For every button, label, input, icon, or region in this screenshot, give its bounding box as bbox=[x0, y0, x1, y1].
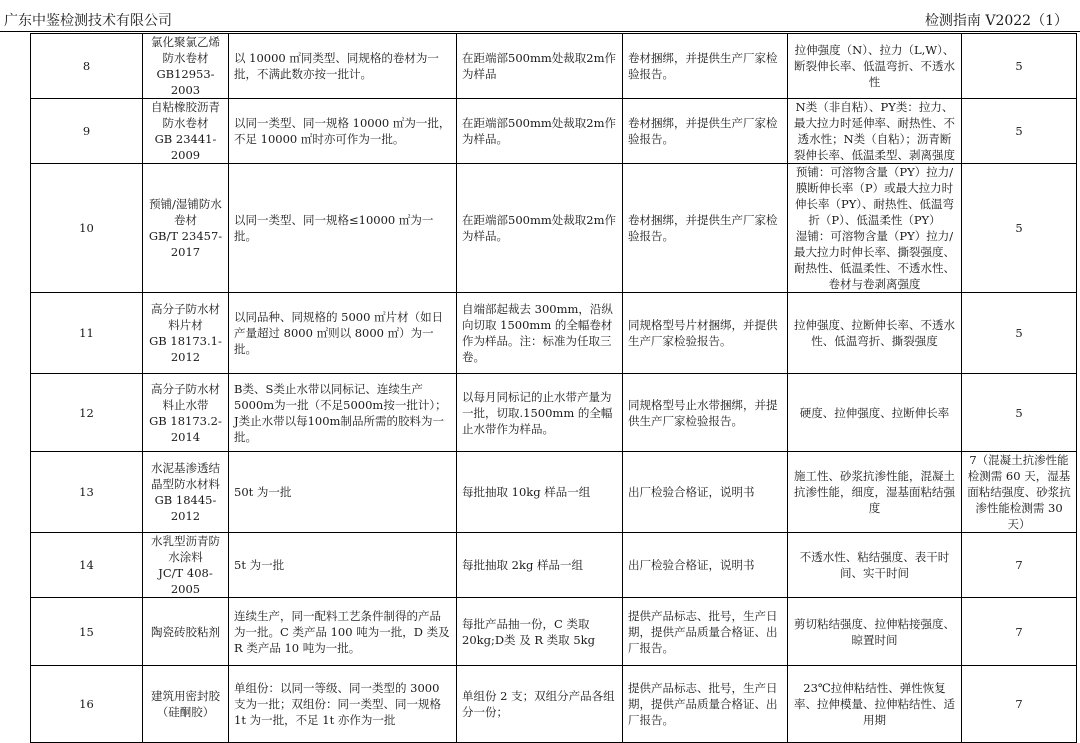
batch-rule-cell: 以同一类型、同一规格≤10000 ㎡为一批。 bbox=[229, 164, 457, 293]
inspection-guide-table bbox=[30, 33, 1077, 743]
test-days-cell: 7 bbox=[962, 666, 1077, 743]
row-number-cell: 9 bbox=[31, 99, 143, 164]
sampling-method-cell: 自端部起裁去 300mm，沿纵向切取 1500mm 的全幅卷材作为样品。注：标准为任取三卷。 bbox=[457, 293, 623, 374]
sampling-method-cell: 单组份 2 支；双组分产品各组分一份； bbox=[457, 666, 623, 743]
table-row bbox=[31, 452, 1077, 533]
product-name-cell: 水泥基渗透结晶型防水材料 GB 18445-2012 bbox=[143, 452, 229, 533]
packing-report-cell: 提供产品标志、批号，生产日期，提供产品质量合格证、出厂报告。 bbox=[623, 666, 788, 743]
test-items-cell: 剪切粘结强度、拉伸粘接强度、晾置时间 bbox=[788, 598, 962, 666]
row-number-cell: 10 bbox=[31, 164, 143, 293]
batch-rule-cell: 5t 为一批 bbox=[229, 533, 457, 598]
test-items-cell: 不透水性、粘结强度、表干时间、实干时间 bbox=[788, 533, 962, 598]
packing-report-cell: 同规格型号止水带捆绑，并提供生产厂家检验报告。 bbox=[623, 374, 788, 452]
table-row bbox=[31, 374, 1077, 452]
test-items-cell: 施工性、砂浆抗渗性能，混凝土抗渗性能，细度，湿基面粘结强度 bbox=[788, 452, 962, 533]
test-days-cell: 5 bbox=[962, 374, 1077, 452]
product-name-cell: 氯化聚氯乙烯防水卷材 GB12953-2003 bbox=[143, 34, 229, 99]
test-days-cell: 7 bbox=[962, 533, 1077, 598]
table-row bbox=[31, 533, 1077, 598]
packing-report-cell: 卷材捆绑，并提供生产厂家检验报告。 bbox=[623, 34, 788, 99]
test-days-cell: 5 bbox=[962, 293, 1077, 374]
batch-rule-cell: 单组份：以同一等级、同一类型的 3000 支为一批；双组份：同一类型、同一规格 1t 为一批，不足 1t 亦作为一批 bbox=[229, 666, 457, 743]
packing-report-cell: 提供产品标志、批号，生产日期，提供产品质量合格证、出厂报告。 bbox=[623, 598, 788, 666]
table-row bbox=[31, 598, 1077, 666]
packing-report-cell: 出厂检验合格证，说明书 bbox=[623, 452, 788, 533]
test-days-cell: 5 bbox=[962, 164, 1077, 293]
sampling-method-cell: 以每月同标记的止水带产量为一批，切取.1500mm 的全幅止水带作为样品。 bbox=[457, 374, 623, 452]
test-items-cell: 预铺：可溶物含量（PY）拉力/膜断伸长率（P）或最大拉力时伸长率（PY）、耐热性、低温弯折（P）、低温柔性（PY） 湿铺：可溶物含量（PY）拉力/最大拉力时伸长率、撕裂强度、耐热性、低温柔性、不透水性、卷材与卷剥离强度 bbox=[788, 164, 962, 293]
test-days-cell: 7（混凝土抗渗性能检测需 60 天，湿基面粘结强度、砂浆抗渗性能检测需 30 天） bbox=[962, 452, 1077, 533]
sampling-method-cell: 每批抽取 2kg 样品一组 bbox=[457, 533, 623, 598]
product-name-cell: 自粘橡胶沥青防水卷材 GB 23441-2009 bbox=[143, 99, 229, 164]
product-name-cell: 高分子防水材料片材 GB 18173.1-2012 bbox=[143, 293, 229, 374]
document-title: 检测指南 V2022（1） bbox=[924, 13, 1068, 29]
sampling-method-cell: 每批抽取 10kg 样品一组 bbox=[457, 452, 623, 533]
product-name-cell: 水乳型沥青防水涂料 JC/T 408-2005 bbox=[143, 533, 229, 598]
test-days-cell: 7 bbox=[962, 598, 1077, 666]
row-number-cell: 14 bbox=[31, 533, 143, 598]
table-body bbox=[31, 34, 1077, 743]
sampling-method-cell: 在距端部500mm处裁取2m作为样品。 bbox=[457, 164, 623, 293]
table-row bbox=[31, 164, 1077, 293]
batch-rule-cell: B类、S类止水带以同标记、连续生产5000m为一批（不足5000m按一批计）；J类止水带以每100m制品所需的胶料为一批。 bbox=[229, 374, 457, 452]
test-items-cell: N类（非自粘）、PY类：拉力、最大拉力时延伸率、耐热性、不透水性；N类（自粘）；沥青断裂伸长率、低温柔型、剥离强度 bbox=[788, 99, 962, 164]
sampling-method-cell: 在距端部500mm处裁取2m作为样品。 bbox=[457, 99, 623, 164]
test-days-cell: 5 bbox=[962, 99, 1077, 164]
test-items-cell: 拉伸强度、拉断伸长率、不透水性、低温弯折、撕裂强度 bbox=[788, 293, 962, 374]
row-number-cell: 13 bbox=[31, 452, 143, 533]
test-items-cell: 拉伸强度（N）、拉力（L,W）、断裂伸长率、低温弯折、不透水性 bbox=[788, 34, 962, 99]
packing-report-cell: 同规格型号片材捆绑，并提供生产厂家检验报告。 bbox=[623, 293, 788, 374]
packing-report-cell: 卷材捆绑，并提供生产厂家检验报告。 bbox=[623, 164, 788, 293]
product-name-cell: 预铺/湿铺防水卷材 GB/T 23457-2017 bbox=[143, 164, 229, 293]
product-name-cell: 高分子防水材料止水带 GB 18173.2-2014 bbox=[143, 374, 229, 452]
product-name-cell: 陶瓷砖胶粘剂 bbox=[143, 598, 229, 666]
packing-report-cell: 卷材捆绑，并提供生产厂家检验报告。 bbox=[623, 99, 788, 164]
batch-rule-cell: 以 10000 ㎡同类型、同规格的卷材为一批，不满此数亦按一批计。 bbox=[229, 34, 457, 99]
table-row bbox=[31, 666, 1077, 743]
row-number-cell: 8 bbox=[31, 34, 143, 99]
batch-rule-cell: 连续生产，同一配料工艺条件制得的产品为一批。C 类产品 100 吨为一批，D 类及 R 类产品 10 吨为一批。 bbox=[229, 598, 457, 666]
sampling-method-cell: 每批产品抽一份，C 类取 20kg;D类 及 R 类取 5kg bbox=[457, 598, 623, 666]
batch-rule-cell: 以同一类型、同一规格 10000 ㎡为一批，不足 10000 ㎡时亦可作为一批。 bbox=[229, 99, 457, 164]
product-name-cell: 建筑用密封胶（硅酮胶） bbox=[143, 666, 229, 743]
row-number-cell: 11 bbox=[31, 293, 143, 374]
row-number-cell: 12 bbox=[31, 374, 143, 452]
row-number-cell: 16 bbox=[31, 666, 143, 743]
test-items-cell: 23℃拉伸粘结性、弹性恢复率、拉伸模量、拉伸粘结性、适用期 bbox=[788, 666, 962, 743]
row-number-cell: 15 bbox=[31, 598, 143, 666]
table-row bbox=[31, 99, 1077, 164]
sampling-method-cell: 在距端部500mm处裁取2m作为样品 bbox=[457, 34, 623, 99]
table-row bbox=[31, 34, 1077, 99]
table-row bbox=[31, 293, 1077, 374]
company-name: 广东中鉴检测技术有限公司 bbox=[4, 13, 172, 29]
batch-rule-cell: 以同品种、同规格的 5000 ㎡片材（如日产量超过 8000 ㎡则以 8000 ㎡）为一批。 bbox=[229, 293, 457, 374]
test-days-cell: 5 bbox=[962, 34, 1077, 99]
page-header bbox=[0, 0, 1080, 34]
packing-report-cell: 出厂检验合格证，说明书 bbox=[623, 533, 788, 598]
header-rule bbox=[0, 31, 1080, 32]
test-items-cell: 硬度、拉伸强度、拉断伸长率 bbox=[788, 374, 962, 452]
batch-rule-cell: 50t 为一批 bbox=[229, 452, 457, 533]
